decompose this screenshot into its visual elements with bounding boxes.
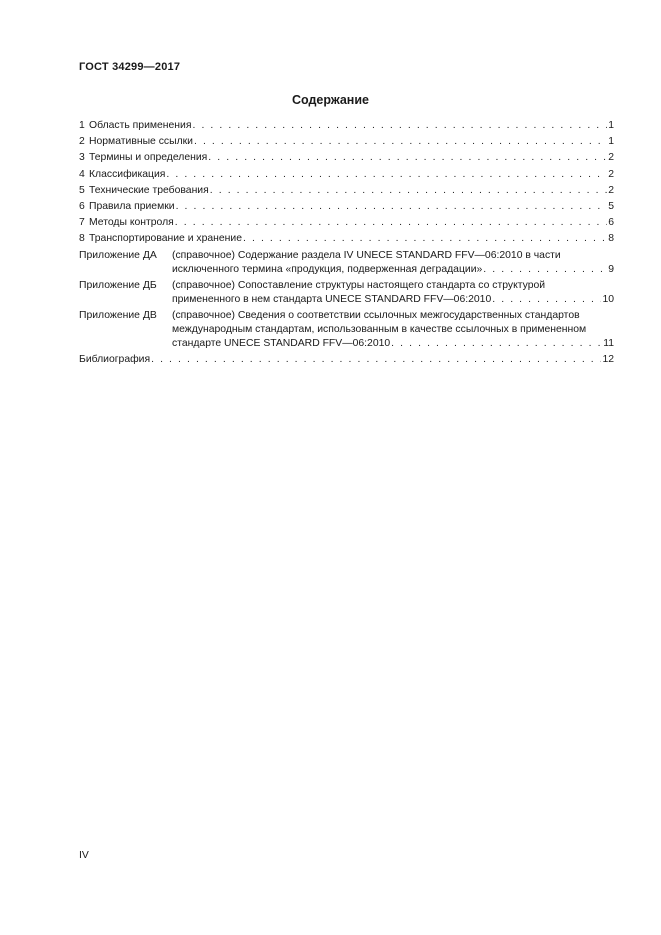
appendix-title-line: (справочное) Сведения о соответствии ссылочных межгосударственных стандартов [172, 309, 580, 321]
toc-entry-page: 2 [608, 152, 614, 164]
toc-entry-title: Правила приемки [89, 200, 175, 212]
dot-leader [192, 119, 607, 133]
toc-entry-title: Термины и определения [89, 152, 208, 164]
toc-entry-title: Область применения [89, 120, 192, 131]
toc-entry-page: 8 [608, 233, 614, 245]
toc-entry-title: Библиография [79, 354, 151, 366]
appendix-title-line: примененного в нем стандарта UNECE STANDARD FFV—06:2010 [172, 293, 492, 305]
toc-entry-6[interactable] [79, 200, 614, 214]
toc-entry-number: 7 [79, 217, 85, 229]
appendix-title-line: (справочное) Содержание раздела IV UNECE STANDARD FFV—06:2010 в части [172, 249, 561, 261]
page-number: IV [79, 850, 89, 861]
toc-entry-3[interactable] [79, 151, 614, 165]
toc-entry-4[interactable] [79, 168, 614, 182]
document-code: ГОСТ 34299—2017 [79, 61, 181, 73]
toc-entry-number: 2 [79, 136, 85, 148]
toc-entry-page: 9 [608, 263, 614, 275]
toc-entry-page: 10 [602, 293, 614, 305]
dot-leader [391, 337, 602, 351]
dot-leader [194, 135, 607, 149]
dot-leader [210, 184, 607, 198]
toc-entry-number: 8 [79, 233, 85, 245]
toc-appendix-dv[interactable] [79, 309, 614, 351]
appendix-title-line: стандарте UNECE STANDARD FFV—06:2010 [172, 337, 391, 349]
dot-leader [208, 151, 607, 165]
toc-entry-5[interactable] [79, 184, 614, 198]
appendix-label: Приложение ДВ [79, 309, 157, 321]
toc-entry-number: 4 [79, 168, 85, 180]
toc-entry-2[interactable] [79, 135, 614, 149]
table-of-contents [79, 119, 614, 369]
toc-entry-7[interactable] [79, 216, 614, 230]
toc-entry-page: 1 [608, 136, 614, 148]
toc-bibliography[interactable] [79, 353, 614, 367]
toc-title: Содержание [291, 93, 369, 107]
toc-entry-title: Транспортирование и хранение [89, 233, 243, 245]
dot-leader [175, 216, 607, 230]
toc-entry-page: 2 [608, 168, 614, 180]
dot-leader [243, 232, 607, 246]
toc-entry-title: Технические требования [89, 184, 209, 196]
dot-leader [151, 353, 601, 367]
toc-entry-page: 11 [603, 337, 614, 349]
toc-entry-page: 12 [602, 354, 614, 366]
dot-leader [176, 200, 608, 214]
toc-entry-title: Нормативные ссылки [89, 136, 193, 148]
appendix-label: Приложение ДА [79, 249, 157, 261]
toc-entry-number: 1 [79, 120, 85, 131]
toc-entry-page: 5 [608, 200, 614, 212]
toc-entry-title: Классификация [89, 168, 166, 180]
toc-appendix-db[interactable] [79, 279, 614, 307]
appendix-title-line: (справочное) Сопоставление структуры настоящего стандарта со структурой [172, 279, 546, 291]
toc-entry-8[interactable] [79, 232, 614, 246]
appendix-label: Приложение ДБ [79, 279, 157, 291]
dot-leader [492, 293, 601, 307]
toc-entry-number: 5 [79, 184, 85, 196]
dot-leader [166, 168, 607, 182]
toc-appendix-da[interactable] [79, 249, 614, 277]
toc-entry-title: Методы контроля [89, 217, 174, 229]
toc-entry-number: 6 [79, 200, 85, 212]
appendix-title-line: международным стандартам, использованным в качестве ссылочных в примененном [172, 323, 587, 335]
toc-entry-number: 3 [79, 152, 85, 164]
toc-entry-1[interactable] [79, 119, 614, 133]
toc-entry-page: 6 [608, 217, 614, 229]
appendix-title-line: исключенного термина «продукция, подверженная деградации» [172, 263, 483, 275]
toc-entry-page: 2 [608, 184, 614, 196]
dot-leader [483, 263, 607, 277]
toc-entry-page: 1 [608, 120, 614, 131]
